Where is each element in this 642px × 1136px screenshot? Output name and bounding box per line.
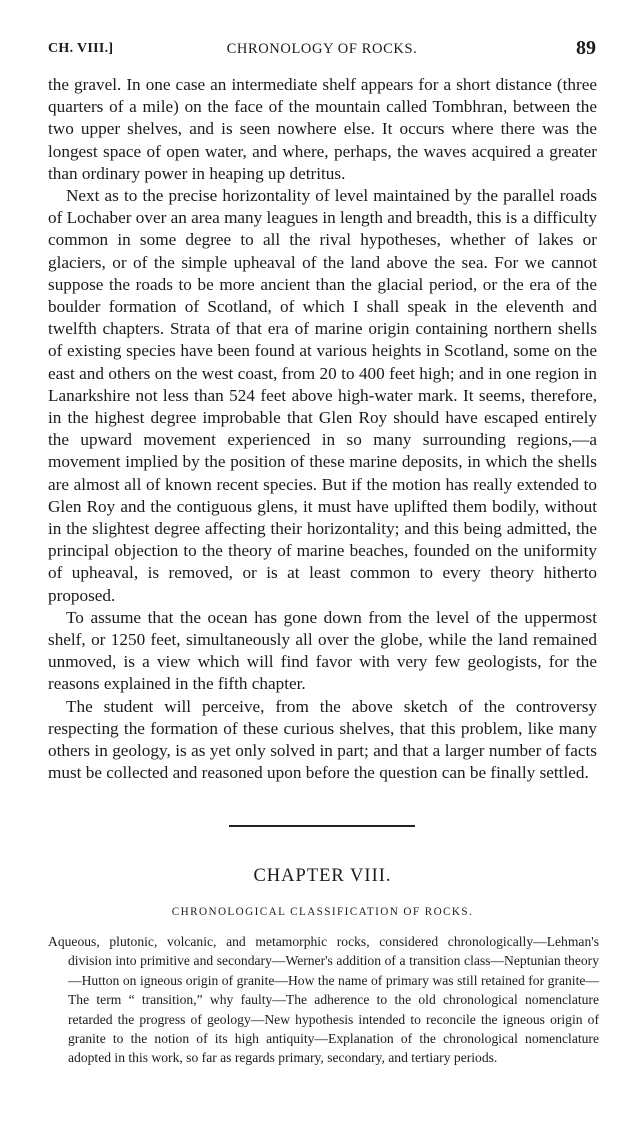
chapter-synopsis: Aqueous, plutonic, volcanic, and metamorphic rocks, considered chronologically—Lehman's division into primitive and secondary—Werner's addition of a transition class—Neptunian theory—Hutton on igneous origin of granite—How the name of primary was still retained for granite—The term “ transition,” why faulty—The adherence to the old chronological nomenclature retarded the progress of geology—New hypothesis intended to reconcile the igneous origin of granite to the notion of its high antiquity—Explanation of the chronological nomenclature adopted in this work, so far as regards primary, secondary, and tertiary periods. — [48, 934, 599, 1066]
chapter-reference: CH. VIII.] — [48, 41, 114, 56]
section-divider — [229, 825, 415, 827]
running-title: CHRONOLOGY OF ROCKS. — [226, 41, 418, 57]
paragraph-conclusion: The student will perceive, from the above sketch of the controversy respecting the formation of these curious shelves, that this problem, like many others in geology, is as yet only solved in part; and that a larger number of facts must be collected and reasoned upon before the question can be finally settled. — [48, 696, 597, 783]
chapter-subtitle: CHRONOLOGICAL CLASSIFICATION OF ROCKS. — [171, 906, 474, 918]
paragraph-ocean-level: To assume that the ocean has gone down from the level of the uppermost shelf, or 1250 feet, simultaneously all over the globe, while the land remained unmoved, is a view which will find favor with very few geologists, for the reasons explained in the fifth chapter. — [48, 607, 597, 694]
paragraph-horizontality: Next as to the precise horizontality of level maintained by the parallel roads of Lochaber over an area many leagues in length and breadth, this is a difficulty common in some degree to all the rival hypotheses, whether of lakes or glaciers, or of the simple upheaval of the land above the sea. For we cannot suppose the roads to be more ancient than the glacial period, or the era of the boulder formation of Scotland, of which I shall speak in the eleventh and twelfth chapters. Strata of that era of marine origin containing northern shells of existing species have been found at various heights in Scotland, some on the east and others on the west coast, from 20 to 400 feet high; and in one region in Lanarkshire not less than 524 feet above high-water mark. It seems, therefore, in the highest degree improbable that Glen Roy should have escaped entirely the upward movement experienced in so many surrounding regions,—a movement implied by the position of these marine deposits, in which the shells are almost all of known recent species. But if the motion has really extended to Glen Roy and the contiguous glens, it must have uplifted them bodily, without in the slightest degree affecting their horizontality; and this being admitted, the principal objection to the theory of marine beaches, founded on the uniformity of upheaval, is removed, or is at least common to every theory hitherto proposed. — [48, 186, 598, 605]
body-text — [48, 74, 597, 785]
chapter-title: CHAPTER VIII. — [253, 866, 392, 886]
page-number: 89 — [576, 37, 596, 59]
paragraph-continuation: the gravel. In one case an intermediate shelf appears for a short distance (three quarters of a mile) on the face of the mountain called Tombhran, between the two upper shelves, and is seen nowhere else. It occurs where there was the longest space of open water, and where, perhaps, the waves acquired a greater than ordinary power in heaping up detritus. — [48, 75, 597, 183]
running-head — [48, 38, 596, 62]
